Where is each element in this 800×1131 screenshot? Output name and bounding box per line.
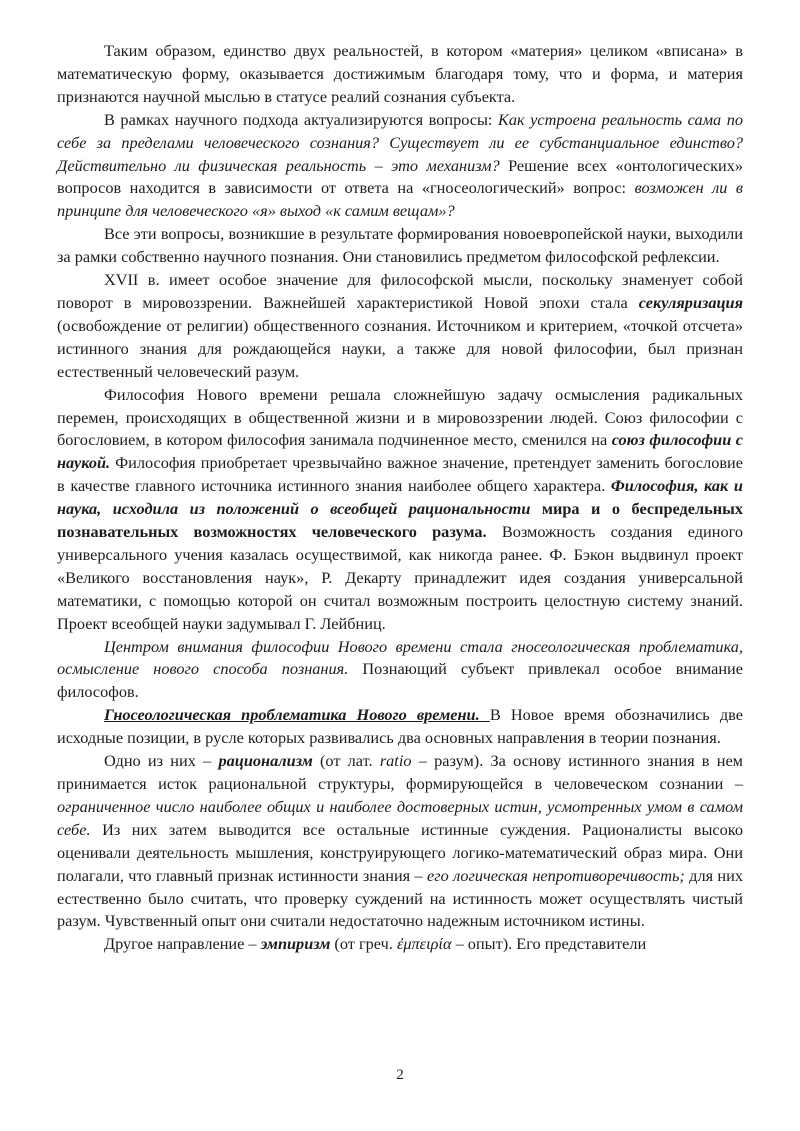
paragraph: [57, 704, 743, 750]
emphasis-term: Философия, как и наука, исходила из положений о всеобщей рациональности: [57, 476, 743, 519]
page-number: 2: [396, 1067, 404, 1083]
emphasis-term: эмпиризм: [260, 934, 331, 954]
text-run: Из них затем выводится все остальные истинные суждения. Рационалисты высоко оценивали деятельность мышления, конструирующего логико-математический образ мира. Они полагали, что главный признак истинности знания –: [57, 819, 743, 885]
italic-text: ratio: [379, 751, 412, 771]
text-run: (от греч.: [330, 934, 397, 954]
paragraph: [57, 109, 743, 224]
paragraph: [57, 269, 743, 384]
text-run: Одно из них –: [104, 751, 219, 771]
text-run: для них естественно было считать, что проверку суждений на истинность может осуществлять чистый разум. Чувственный опыт они считали недостаточно надежным источником истины.: [57, 865, 743, 931]
paragraph: [57, 40, 743, 109]
text-run: – разум). За основу истинного знания в нем принимается исток рациональной структуры, формирующейся в человеческом сознании –: [57, 751, 743, 793]
italic-text: возможен ли в принципе для человеческого «я» выход «к самим вещам»?: [57, 178, 744, 221]
text-run: В рамках научного подхода актуализируются вопросы:: [104, 109, 499, 129]
paragraph: [57, 750, 743, 933]
italic-text: ἐμπειρία: [396, 934, 452, 954]
paragraph: [57, 384, 743, 636]
text-run: Познающий субъект привлекал особое внимание философов.: [57, 659, 743, 702]
text-run: – опыт). Его представители: [451, 934, 647, 954]
document-body: [57, 40, 743, 956]
bold-text: мира и о беспредельных познавательных возможностях человеческого разума.: [57, 499, 743, 542]
emphasis-term: рационализм: [218, 751, 313, 771]
italic-text: Как устроена реальность сама по себе за пределами человеческого сознания? Существует ли ее субстанциальное единство? Действительно ли физическая реальность – это механизм?: [57, 109, 743, 175]
text-run: Философия Нового времени решала сложнейшую задачу осмысления радикальных перемен, происходящих в общественной жизни и в мировоззрении людей. Союз философии с богословием, в котором философия занимала подчиненное место, сменился на: [57, 384, 743, 450]
text-run: (освобождение от религии) общественного сознания. Источником и критерием, «точкой отсчета» истинного знания для рождающейся науки, а также для новой философии, был признан естественный человеческий разум.: [57, 315, 743, 381]
paragraph: [57, 636, 743, 705]
text-run: В Новое время обозначились две исходные позиции, в русле которых развивались два основных направления в теории познания.: [57, 705, 743, 748]
italic-text: Центром внимания философии Нового времени стала гносеологическая проблематика, осмысление нового способа познания.: [57, 636, 743, 679]
text-run: (от лат.: [312, 751, 380, 771]
text-run: Возможность создания единого универсального учения казалась осуществимой, как никогда ранее. Ф. Бэкон выдвинул проект «Великого восстановления наук», Р. Декарту принадлежит идея создания универсальной математики, с помощью которой он считал возможным построить целостную систему знаний. Проект всеобщей науки задумывал Г. Лейбниц.: [57, 522, 743, 633]
text-run: Все эти вопросы, возникшие в результате формирования новоевропейской науки, выходили за рамки собственно научного познания. Они становились предметом философской рефлексии.: [57, 224, 743, 267]
text-run: Другое направление –: [104, 934, 261, 954]
text-run: Решение всех «онтологических» вопросов находится в зависимости от ответа на «гносеологический» вопрос:: [57, 155, 743, 198]
text-run: XVII в. имеет особое значение для философской мысли, поскольку знаменует собой поворот в мировоззрении. Важнейшей характеристикой Новой эпохи стала: [57, 270, 743, 312]
text-run: Таким образом, единство двух реальностей, в котором «материя» целиком «вписана» в математическую форму, оказывается достижимым благодаря тому, что и форма, и материя признаются научной мыслью в статусе реалий сознания субъекта.: [57, 41, 743, 106]
paragraph: [57, 933, 743, 956]
paragraph: [57, 223, 743, 269]
italic-text: ограниченное число наиболее общих и наиболее достоверных истин, усмотренных умом в самом себе.: [57, 796, 743, 839]
section-heading: Гносеологическая проблематика Нового времени.: [104, 705, 490, 725]
italic-text: его логическая непротиворечивость;: [427, 865, 685, 885]
emphasis-term: союз философии с наукой.: [57, 430, 743, 473]
text-run: Философия приобретает чрезвычайно важное значение, претендует заменить богословие в качестве главного источника истинного знания наиболее общего характера.: [57, 453, 743, 496]
emphasis-term: секуляризация: [638, 292, 743, 312]
